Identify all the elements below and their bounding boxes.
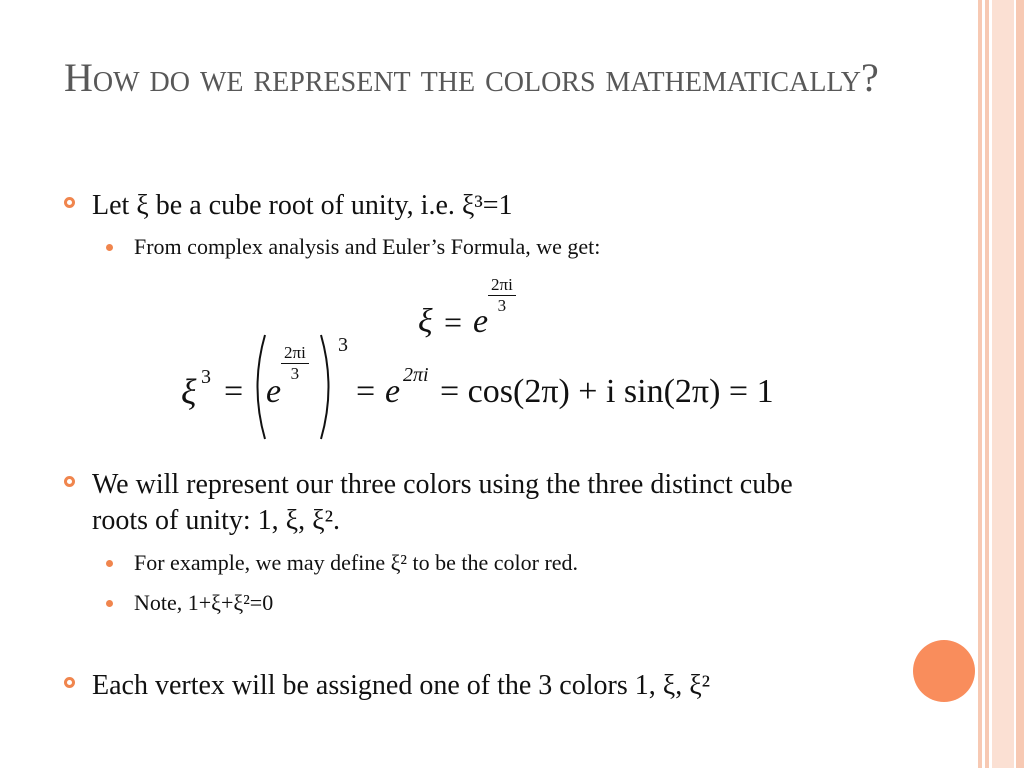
- eq2-inner-base: e: [266, 373, 282, 410]
- sub-bullet-text: From complex analysis and Euler’s Formula, we get:: [134, 234, 601, 259]
- eq2-lhs-exp: 3: [201, 366, 211, 388]
- left-paren: [248, 333, 268, 441]
- bullet-icon: [106, 560, 113, 567]
- eq2-equals: =: [224, 373, 244, 410]
- bullet-text: We will represent our three colors using the three distinct cube roots of unity: 1, ξ, ξ².: [92, 469, 793, 536]
- decor-stripe: [978, 0, 982, 768]
- decor-stripe: [985, 0, 989, 768]
- decor-stripe: [992, 0, 1014, 768]
- eq2-step-base: e: [385, 373, 401, 410]
- eq2-rhs: = cos(2π) + i sin(2π) = 1: [440, 373, 774, 410]
- eq2-step-exp: 2πi: [403, 364, 429, 386]
- bullet-icon: [64, 677, 75, 688]
- slide-title: How do we represent the colors mathematically?: [64, 55, 879, 100]
- eq2-lhs-base: ξ: [181, 372, 197, 412]
- eq-equals: =: [444, 304, 463, 340]
- exp-denominator: 3: [497, 296, 507, 315]
- eq2-equals: =: [356, 373, 376, 410]
- bullet-icon: [64, 197, 75, 208]
- eq2-outer-exp: 3: [338, 334, 348, 356]
- eq-exponent-fraction: [488, 275, 516, 316]
- eq-base: e: [473, 303, 489, 340]
- bullet-text: Each vertex will be assigned one of the 3 colors 1, ξ, ξ²: [92, 670, 711, 701]
- exp-numerator: 2πi: [488, 275, 516, 296]
- exp-numerator: 2πi: [281, 343, 309, 364]
- bullet-text: Let ξ be a cube root of unity, i.e. ξ³=1: [92, 190, 513, 221]
- decor-circle: [913, 640, 975, 702]
- bullet-icon: [106, 600, 113, 607]
- sub-bullet-text: Note, 1+ξ+ξ²=0: [134, 590, 274, 615]
- right-paren: [318, 333, 338, 441]
- decor-stripe: [1016, 0, 1024, 768]
- bullet-icon: [106, 244, 113, 251]
- exp-denominator: 3: [290, 364, 300, 383]
- sub-bullet-text: For example, we may define ξ² to be the color red.: [134, 550, 579, 575]
- bullet-icon: [64, 476, 75, 487]
- eq-lhs: ξ: [418, 303, 433, 340]
- eq2-inner-exponent-fraction: [281, 343, 309, 384]
